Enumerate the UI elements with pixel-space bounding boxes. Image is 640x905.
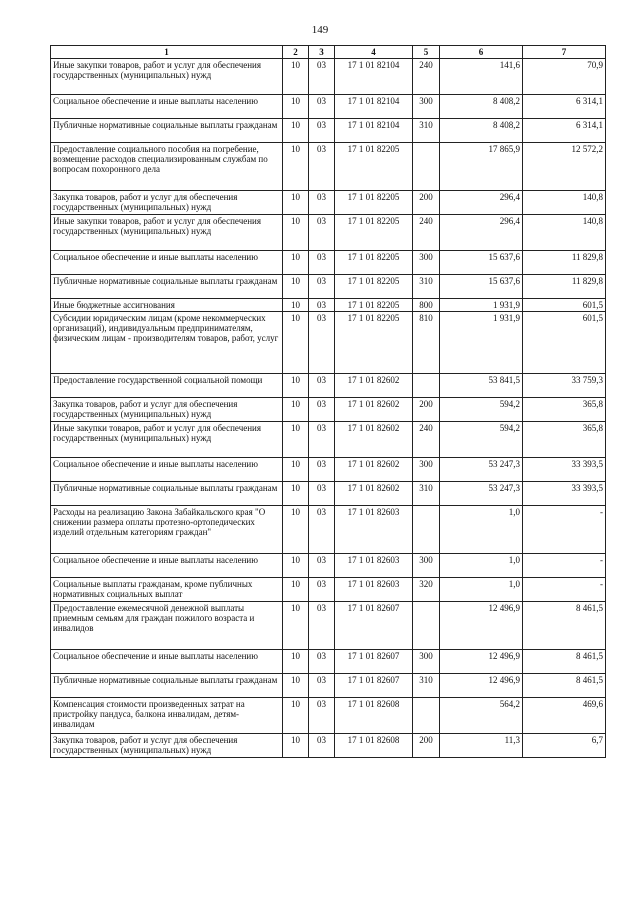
column-header: 6 <box>440 46 523 59</box>
row-amount-actual: 365,8 <box>523 398 606 422</box>
row-amount-actual: 6 314,1 <box>523 95 606 119</box>
row-expense-type: 240 <box>413 59 440 95</box>
row-amount-actual: 70,9 <box>523 59 606 95</box>
row-target-code: 17 1 01 82607 <box>335 674 413 698</box>
row-subsection: 03 <box>309 398 335 422</box>
row-description: Публичные нормативные социальные выплаты гражданам <box>51 275 283 299</box>
row-subsection: 03 <box>309 674 335 698</box>
row-subsection: 03 <box>309 215 335 251</box>
row-target-code: 17 1 01 82205 <box>335 251 413 275</box>
row-amount-plan: 141,6 <box>440 59 523 95</box>
row-amount-plan: 12 496,9 <box>440 650 523 674</box>
row-subsection: 03 <box>309 95 335 119</box>
row-expense-type: 300 <box>413 95 440 119</box>
row-amount-plan: 15 637,6 <box>440 275 523 299</box>
row-section: 10 <box>283 59 309 95</box>
table-row <box>51 422 606 458</box>
row-amount-actual: 12 572,2 <box>523 143 606 191</box>
row-subsection: 03 <box>309 458 335 482</box>
row-description: Закупка товаров, работ и услуг для обеспечения государственных (муниципальных) нужд <box>51 191 283 215</box>
row-expense-type: 310 <box>413 482 440 506</box>
table-row <box>51 734 606 758</box>
row-expense-type: 310 <box>413 674 440 698</box>
row-subsection: 03 <box>309 251 335 275</box>
row-subsection: 03 <box>309 578 335 602</box>
column-header: 7 <box>523 46 606 59</box>
row-description: Расходы на реализацию Закона Забайкальского края "О снижении размера оплаты протезно-ортопедических изделий отдельным категориям граждан" <box>51 506 283 554</box>
row-amount-plan: 594,2 <box>440 398 523 422</box>
row-expense-type: 800 <box>413 299 440 312</box>
row-section: 10 <box>283 95 309 119</box>
row-subsection: 03 <box>309 119 335 143</box>
table-row <box>51 650 606 674</box>
row-amount-plan: 8 408,2 <box>440 119 523 143</box>
row-expense-type <box>413 506 440 554</box>
row-description: Иные бюджетные ассигнования <box>51 299 283 312</box>
table-row <box>51 95 606 119</box>
row-description: Социальное обеспечение и иные выплаты населению <box>51 95 283 119</box>
row-subsection: 03 <box>309 650 335 674</box>
row-description: Иные закупки товаров, работ и услуг для обеспечения государственных (муниципальных) нужд <box>51 215 283 251</box>
row-expense-type: 300 <box>413 251 440 275</box>
table-row <box>51 312 606 374</box>
row-subsection: 03 <box>309 59 335 95</box>
column-header: 5 <box>413 46 440 59</box>
row-subsection: 03 <box>309 275 335 299</box>
row-target-code: 17 1 01 82607 <box>335 602 413 650</box>
row-subsection: 03 <box>309 422 335 458</box>
budget-table <box>50 45 606 758</box>
row-target-code: 17 1 01 82602 <box>335 422 413 458</box>
row-amount-actual: 33 759,3 <box>523 374 606 398</box>
row-section: 10 <box>283 734 309 758</box>
row-section: 10 <box>283 374 309 398</box>
row-section: 10 <box>283 275 309 299</box>
row-section: 10 <box>283 554 309 578</box>
table-row <box>51 458 606 482</box>
row-section: 10 <box>283 674 309 698</box>
row-amount-actual: 601,5 <box>523 299 606 312</box>
row-subsection: 03 <box>309 191 335 215</box>
row-expense-type: 300 <box>413 650 440 674</box>
row-amount-actual: 8 461,5 <box>523 674 606 698</box>
row-amount-actual: 140,8 <box>523 191 606 215</box>
column-header: 3 <box>309 46 335 59</box>
row-target-code: 17 1 01 82602 <box>335 374 413 398</box>
row-target-code: 17 1 01 82205 <box>335 191 413 215</box>
row-amount-plan: 53 841,5 <box>440 374 523 398</box>
row-subsection: 03 <box>309 482 335 506</box>
table-row <box>51 482 606 506</box>
row-subsection: 03 <box>309 734 335 758</box>
table-row <box>51 59 606 95</box>
row-amount-plan: 8 408,2 <box>440 95 523 119</box>
row-description: Публичные нормативные социальные выплаты гражданам <box>51 482 283 506</box>
row-section: 10 <box>283 482 309 506</box>
row-expense-type: 310 <box>413 275 440 299</box>
row-description: Социальное обеспечение и иные выплаты населению <box>51 458 283 482</box>
row-amount-actual: 6 314,1 <box>523 119 606 143</box>
row-expense-type: 200 <box>413 398 440 422</box>
table-row <box>51 674 606 698</box>
table-row <box>51 554 606 578</box>
row-expense-type <box>413 698 440 734</box>
row-section: 10 <box>283 650 309 674</box>
row-amount-actual: 33 393,5 <box>523 482 606 506</box>
row-description: Социальное обеспечение и иные выплаты населению <box>51 251 283 275</box>
row-amount-plan: 1,0 <box>440 578 523 602</box>
row-amount-plan: 594,2 <box>440 422 523 458</box>
row-amount-plan: 11,3 <box>440 734 523 758</box>
table-row <box>51 251 606 275</box>
table-row <box>51 602 606 650</box>
row-amount-plan: 1,0 <box>440 506 523 554</box>
row-subsection: 03 <box>309 506 335 554</box>
row-section: 10 <box>283 506 309 554</box>
row-description: Публичные нормативные социальные выплаты гражданам <box>51 674 283 698</box>
row-description: Предоставление ежемесячной денежной выплаты приемным семьям для граждан пожилого возраста и инвалидов <box>51 602 283 650</box>
table-header-row <box>51 46 606 59</box>
row-target-code: 17 1 01 82205 <box>335 275 413 299</box>
row-section: 10 <box>283 251 309 275</box>
row-amount-plan: 53 247,3 <box>440 458 523 482</box>
row-target-code: 17 1 01 82607 <box>335 650 413 674</box>
row-expense-type: 240 <box>413 422 440 458</box>
row-target-code: 17 1 01 82104 <box>335 95 413 119</box>
row-description: Социальное обеспечение и иные выплаты населению <box>51 650 283 674</box>
table-row <box>51 215 606 251</box>
column-header: 4 <box>335 46 413 59</box>
row-amount-plan: 1 931,9 <box>440 299 523 312</box>
row-amount-plan: 564,2 <box>440 698 523 734</box>
row-amount-plan: 296,4 <box>440 215 523 251</box>
row-amount-actual: 8 461,5 <box>523 650 606 674</box>
table-row <box>51 143 606 191</box>
table-row <box>51 506 606 554</box>
row-target-code: 17 1 01 82602 <box>335 482 413 506</box>
row-amount-actual: 11 829,8 <box>523 275 606 299</box>
row-amount-actual: 8 461,5 <box>523 602 606 650</box>
row-target-code: 17 1 01 82603 <box>335 554 413 578</box>
row-description: Иные закупки товаров, работ и услуг для обеспечения государственных (муниципальных) нужд <box>51 59 283 95</box>
row-target-code: 17 1 01 82104 <box>335 119 413 143</box>
row-amount-plan: 53 247,3 <box>440 482 523 506</box>
row-section: 10 <box>283 458 309 482</box>
row-target-code: 17 1 01 82205 <box>335 312 413 374</box>
row-amount-actual: 601,5 <box>523 312 606 374</box>
table-row <box>51 275 606 299</box>
row-amount-plan: 12 496,9 <box>440 674 523 698</box>
row-description: Закупка товаров, работ и услуг для обеспечения государственных (муниципальных) нужд <box>51 734 283 758</box>
row-description: Субсидии юридическим лицам (кроме некоммерческих организаций), индивидуальным предпринимателям, физическим лицам - производителям товаров, работ, услуг <box>51 312 283 374</box>
row-amount-actual: - <box>523 554 606 578</box>
row-target-code: 17 1 01 82608 <box>335 734 413 758</box>
row-description: Предоставление социального пособия на погребение, возмещение расходов специализированным службам по вопросам похоронного дела <box>51 143 283 191</box>
row-target-code: 17 1 01 82205 <box>335 143 413 191</box>
row-section: 10 <box>283 143 309 191</box>
column-header: 1 <box>51 46 283 59</box>
table-row <box>51 398 606 422</box>
row-subsection: 03 <box>309 312 335 374</box>
row-expense-type: 810 <box>413 312 440 374</box>
row-amount-actual: 11 829,8 <box>523 251 606 275</box>
row-target-code: 17 1 01 82602 <box>335 398 413 422</box>
row-amount-actual: 33 393,5 <box>523 458 606 482</box>
page-number: 149 <box>311 24 329 36</box>
row-description: Социальные выплаты гражданам, кроме публичных нормативных социальных выплат <box>51 578 283 602</box>
row-section: 10 <box>283 215 309 251</box>
row-amount-actual: - <box>523 506 606 554</box>
row-description: Публичные нормативные социальные выплаты гражданам <box>51 119 283 143</box>
row-expense-type: 310 <box>413 119 440 143</box>
table-row <box>51 374 606 398</box>
row-amount-actual: 140,8 <box>523 215 606 251</box>
row-target-code: 17 1 01 82205 <box>335 215 413 251</box>
row-section: 10 <box>283 398 309 422</box>
row-target-code: 17 1 01 82104 <box>335 59 413 95</box>
row-expense-type <box>413 602 440 650</box>
row-amount-plan: 296,4 <box>440 191 523 215</box>
row-subsection: 03 <box>309 698 335 734</box>
row-amount-plan: 17 865,9 <box>440 143 523 191</box>
table-row <box>51 698 606 734</box>
row-amount-actual: 469,6 <box>523 698 606 734</box>
row-expense-type: 200 <box>413 191 440 215</box>
row-expense-type: 300 <box>413 458 440 482</box>
row-amount-plan: 1,0 <box>440 554 523 578</box>
row-target-code: 17 1 01 82608 <box>335 698 413 734</box>
row-target-code: 17 1 01 82205 <box>335 299 413 312</box>
row-subsection: 03 <box>309 299 335 312</box>
table-row <box>51 578 606 602</box>
row-section: 10 <box>283 119 309 143</box>
row-section: 10 <box>283 578 309 602</box>
row-subsection: 03 <box>309 143 335 191</box>
row-amount-actual: 6,7 <box>523 734 606 758</box>
row-section: 10 <box>283 312 309 374</box>
row-amount-plan: 15 637,6 <box>440 251 523 275</box>
row-target-code: 17 1 01 82603 <box>335 506 413 554</box>
row-section: 10 <box>283 191 309 215</box>
column-header: 2 <box>283 46 309 59</box>
row-amount-plan: 12 496,9 <box>440 602 523 650</box>
row-amount-plan: 1 931,9 <box>440 312 523 374</box>
row-description: Иные закупки товаров, работ и услуг для обеспечения государственных (муниципальных) нужд <box>51 422 283 458</box>
row-expense-type: 320 <box>413 578 440 602</box>
row-subsection: 03 <box>309 554 335 578</box>
row-section: 10 <box>283 602 309 650</box>
table-row <box>51 119 606 143</box>
row-description: Социальное обеспечение и иные выплаты населению <box>51 554 283 578</box>
row-target-code: 17 1 01 82602 <box>335 458 413 482</box>
row-subsection: 03 <box>309 374 335 398</box>
row-expense-type <box>413 143 440 191</box>
row-amount-actual: 365,8 <box>523 422 606 458</box>
table-row <box>51 299 606 312</box>
row-section: 10 <box>283 698 309 734</box>
row-subsection: 03 <box>309 602 335 650</box>
row-expense-type: 300 <box>413 554 440 578</box>
row-description: Предоставление государственной социальной помощи <box>51 374 283 398</box>
row-description: Компенсация стоимости произведенных затрат на пристройку пандуса, балкона инвалидам, детям-инвалидам <box>51 698 283 734</box>
row-section: 10 <box>283 422 309 458</box>
row-target-code: 17 1 01 82603 <box>335 578 413 602</box>
row-expense-type <box>413 374 440 398</box>
row-expense-type: 240 <box>413 215 440 251</box>
table-row <box>51 191 606 215</box>
row-description: Закупка товаров, работ и услуг для обеспечения государственных (муниципальных) нужд <box>51 398 283 422</box>
row-expense-type: 200 <box>413 734 440 758</box>
row-amount-actual: - <box>523 578 606 602</box>
row-section: 10 <box>283 299 309 312</box>
